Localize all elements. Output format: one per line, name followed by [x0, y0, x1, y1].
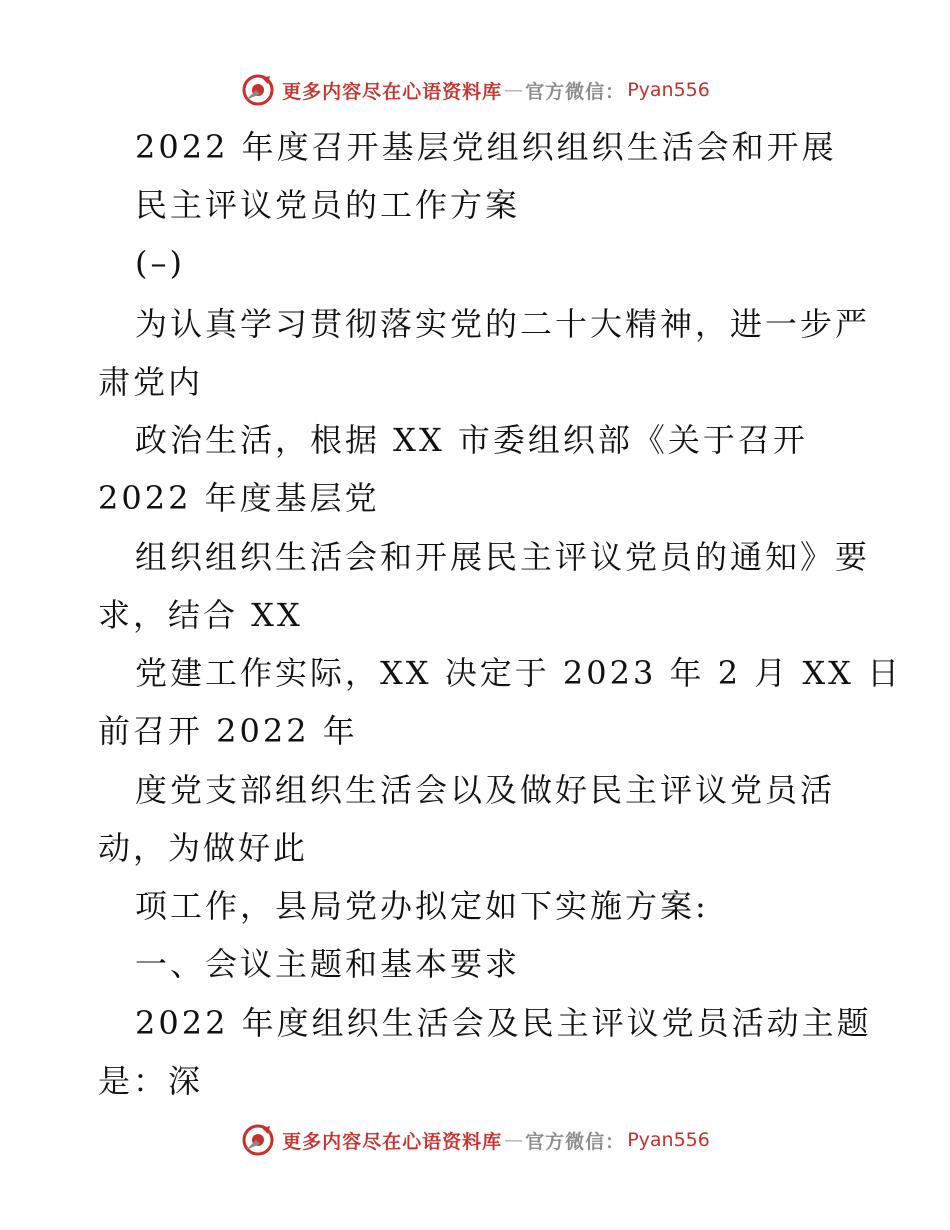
doc-section-marker: (–) — [135, 244, 185, 282]
doc-paragraph-line: 政治生活，根据 XX 市委组织部《关于召开 — [135, 421, 808, 459]
doc-section-heading: 一、会议主题和基本要求 — [135, 945, 521, 983]
doc-title-line-1: 2022 年度召开基层党组织组织生活会和开展 — [135, 128, 837, 166]
doc-paragraph-line: 求，结合 XX — [98, 596, 303, 634]
doc-paragraph-line: 2022 年度组织生活会及民主评议党员活动主题 — [135, 1004, 872, 1042]
footer-banner — [0, 1120, 950, 1160]
doc-title-line-2: 民主评议党员的工作方案 — [135, 186, 521, 224]
doc-paragraph-line: 前召开 2022 年 — [98, 712, 358, 750]
doc-paragraph-line: 2022 年度基层党 — [98, 479, 380, 517]
banner-main-text: 更多内容尽在心语资料库 — [282, 80, 503, 103]
header-banner — [0, 70, 950, 110]
brand-logo-icon — [240, 72, 276, 108]
doc-paragraph-line: 组织组织生活会和开展民主评议党员的通知》要 — [135, 538, 871, 576]
doc-paragraph-line: 度党支部组织生活会以及做好民主评议党员活 — [135, 771, 836, 809]
banner-separator: — — [504, 1129, 524, 1151]
doc-paragraph-line: 肃党内 — [98, 363, 204, 401]
banner-separator: — — [504, 79, 524, 101]
brand-logo-icon — [240, 1122, 276, 1158]
banner-main-text: 更多内容尽在心语资料库 — [282, 1130, 503, 1153]
banner-wechat-id: Pyan556 — [627, 79, 710, 101]
doc-paragraph-line: 项工作，县局党办拟定如下实施方案: — [135, 887, 709, 925]
doc-paragraph-line: 为认真学习贯彻落实党的二十大精神，进一步严 — [135, 305, 871, 343]
banner-wechat-label: 官方微信： — [525, 1130, 626, 1153]
doc-paragraph-line: 是：深 — [98, 1062, 204, 1100]
doc-paragraph-line: 动，为做好此 — [98, 829, 309, 867]
banner-wechat-id: Pyan556 — [627, 1129, 710, 1151]
doc-paragraph-line: 党建工作实际，XX 决定于 2023 年 2 月 XX 日 — [135, 654, 903, 692]
banner-wechat-label: 官方微信： — [525, 80, 626, 103]
